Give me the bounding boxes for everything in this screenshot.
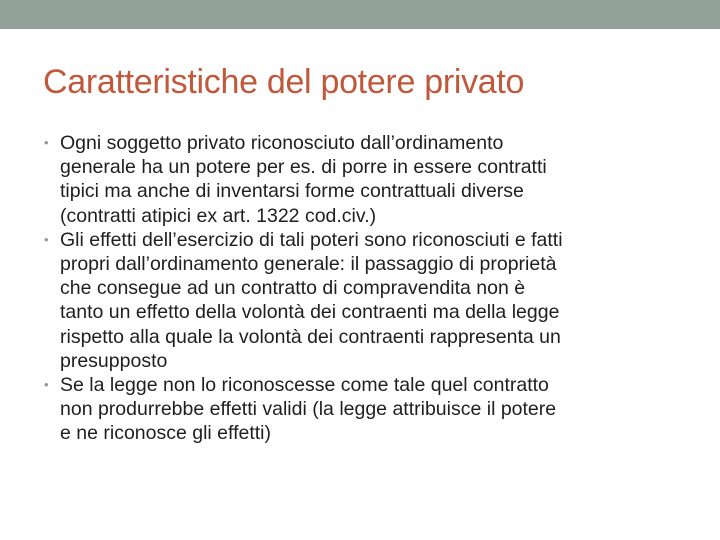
bullet-item <box>43 373 693 446</box>
bullet-point-icon: • <box>44 377 49 393</box>
bullet-item <box>43 228 693 373</box>
bullet-text-line: (contratti atipici ex art. 1322 cod.civ.) <box>60 204 377 227</box>
bullet-text-line: e ne riconosce gli effetti) <box>60 422 272 445</box>
bullet-text-line: non produrrebbe effetti validi (la legge attribuisce il potere <box>60 398 557 421</box>
bullet-text-line: Gli effetti dell’esercizio di tali poteri sono riconosciuti e fatti <box>60 228 563 251</box>
bullet-text-line: Se la legge non lo riconoscesse come tale quel contratto <box>60 374 549 397</box>
slide-top-bar <box>0 0 720 29</box>
bullet-text-line: rispetto alla quale la volontà dei contraenti rappresenta un <box>60 325 561 348</box>
bullet-text-line: propri dall’ordinamento generale: il passaggio di proprietà <box>60 253 557 276</box>
bullet-text-line: che consegue ad un contratto di compravendita non è <box>60 277 526 300</box>
slide-title: Caratteristiche del potere privato <box>43 63 525 101</box>
bullet-point-icon: • <box>44 135 49 150</box>
bullet-text-line: generale ha un potere per es. di porre in essere contratti <box>60 156 547 179</box>
bullet-point-icon: • <box>44 231 49 247</box>
bullet-text-line: tipici ma anche di inventarsi forme contrattuali diverse <box>60 180 524 203</box>
bullet-item <box>43 131 693 228</box>
bullet-text-line: presupposto <box>60 349 168 372</box>
bullet-list <box>43 131 693 446</box>
bullet-text-line: tanto un effetto della volontà dei contraenti ma della legge <box>60 301 560 324</box>
bullet-text-line: Ogni soggetto privato riconosciuto dall’ordinamento <box>60 132 504 154</box>
